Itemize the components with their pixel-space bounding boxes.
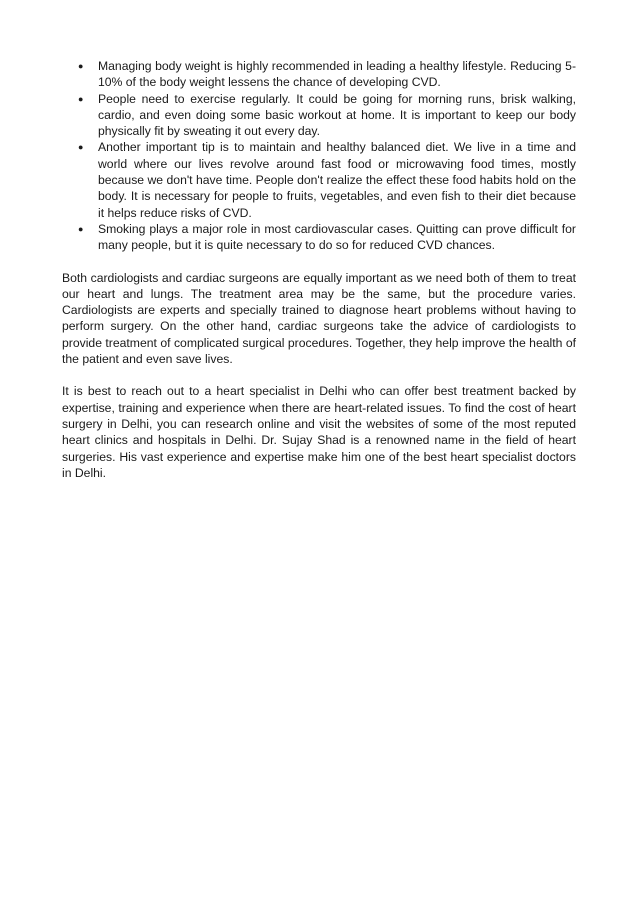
spacer <box>62 367 576 383</box>
list-item-text: Another important tip is to maintain and healthy balanced diet. We live in a time and world where our lives revolve around fast food or microwaving food times, mostly because we don't have time. People don't realize the effect these food habits hold on the body. It is necessary for people to fruits, vegetables, and even fish to their diet because it helps reduce risks of CVD. <box>98 140 576 220</box>
list-item-text: Smoking plays a major role in most cardiovascular cases. Quitting can prove difficult for many people, but it is quite necessary to do so for reduced CVD chances. <box>98 221 576 253</box>
paragraph-specialists: Both cardiologists and cardiac surgeons are equally important as we need both of them to treat our heart and lungs. The treatment area may be the same, but the procedure varies. Cardiologists are experts and specially trained to diagnose heart problems without having to perform surgery. On the other hand, cardiac surgeons take the advice of cardiologists to provide treatment of complicated surgical procedures. Together, they help improve the health of the patient and even save lives. <box>62 270 576 367</box>
list-item <box>78 91 576 140</box>
list-item <box>78 58 576 91</box>
bullet-icon: ● <box>78 223 84 234</box>
bullet-icon: ● <box>78 93 84 104</box>
bullet-icon: ● <box>78 61 84 71</box>
list-item <box>78 139 576 220</box>
list-item-text: People need to exercise regularly. It could be going for morning runs, brisk walking, cardio, and even doing some basic workout at home. It is important to keep our body physically fit by sweating it out every day. <box>98 91 576 139</box>
bullet-icon: ● <box>78 142 84 153</box>
list-item <box>78 221 576 254</box>
list-item-text: Managing body weight is highly recommended in leading a healthy lifestyle. Reducing 5-10% of the body weight lessens the chance of developing CVD. <box>98 59 576 90</box>
tips-list <box>62 58 576 254</box>
paragraph-delhi-specialist: It is best to reach out to a heart specialist in Delhi who can offer best treatment backed by expertise, training and experience when there are heart-related issues. To find the cost of heart surgery in Delhi, you can research online and visit the websites of some of the most reputed heart clinics and hospitals in Delhi. Dr. Sujay Shad is a renowned name in the field of heart surgeries. His vast experience and expertise make him one of the best heart specialist doctors in Delhi. <box>62 384 576 480</box>
spacer <box>62 254 576 270</box>
